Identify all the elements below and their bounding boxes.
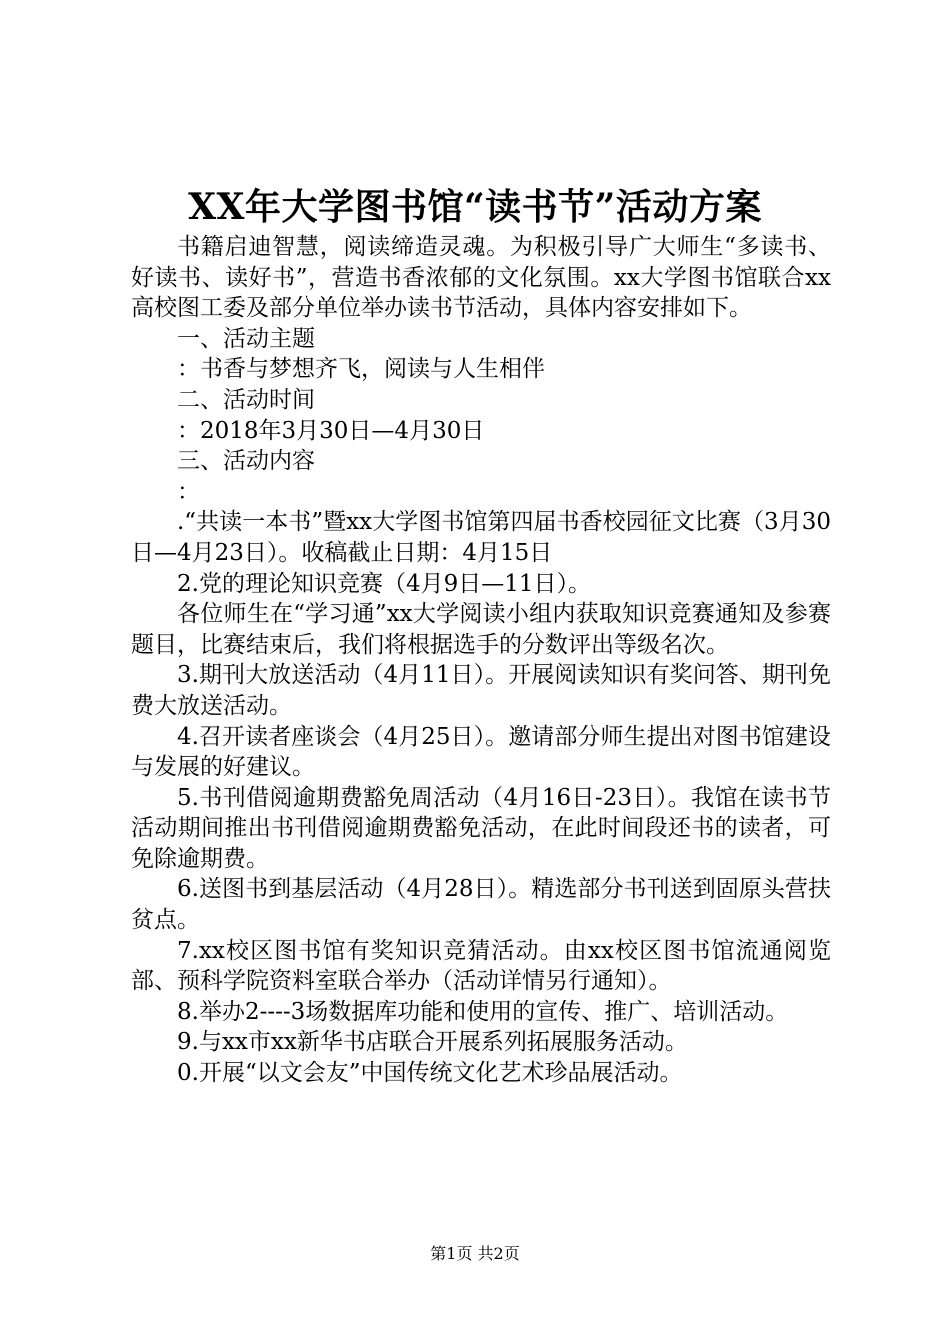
paragraph-colon: ： [177, 478, 200, 505]
paragraph-item-9: 9.与xx市xx新华书店联合开展系列拓展服务活动。 [177, 1029, 688, 1056]
paragraph-theme: ：书香与梦想齐飞，阅读与人生相伴 [177, 356, 545, 383]
paragraph-item-3: 3.期刊大放送活动（4月11日）。开展阅读知识有奖问答、期刊免费大放送活动。 [131, 662, 831, 719]
paragraph-item-7: 7.xx校区图书馆有奖知识竞猜活动。由xx校区图书馆流通阅览部、预科学院资料室联合举办（活动详情另行通知）。 [131, 937, 831, 995]
document-title: XX年大学图书馆“读书节”活动方案 [188, 186, 762, 228]
paragraph-item-5: 5.书刊借阅逾期费豁免周活动（4月16日-23日）。我馆在读书节活动期间推出书刊借阅逾期费豁免活动，在此时间段还书的读者，可免除逾期费。 [131, 784, 831, 872]
paragraph-time: ：2018年3月30日—4月30日 [177, 417, 485, 444]
paragraph-item-4: 4.召开读者座谈会（4月25日）。邀请部分师生提出对图书馆建设与发展的好建议。 [131, 723, 831, 781]
heading-time: 二、活动时间 [177, 386, 315, 413]
paragraph-item-8: 8.举办2----3场数据库功能和使用的宣传、推广、培训活动。 [177, 998, 789, 1025]
paragraph-item-2: 2.党的理论知识竞赛（4月9日—11日）。 [177, 570, 591, 597]
paragraph-item-2-detail: 各位师生在“学习通”xx大学阅读小组内获取知识竞赛通知及参赛题目，比赛结束后，我们将根据选手的分数评出等级名次。 [131, 601, 831, 658]
page-number: 第1页 共2页 [430, 1244, 520, 1263]
document-body [131, 232, 831, 1089]
paragraph-item-10: 0.开展“以文会友”中国传统文化艺术珍品展活动。 [177, 1060, 683, 1087]
paragraph-intro: 书籍启迪智慧，阅读缔造灵魂。为积极引导广大师生“多读书、好读书、读好书”，营造书香浓郁的文化氛围。xx大学图书馆联合xx高校图工委及部分单位举办读书节活动，具体内容安排如下。 [131, 234, 831, 322]
paragraph-item-1: .“共读一本书”暨xx大学图书馆第四届书香校园征文比赛（3月30日—4月23日）。收稿截止日期：4月15日 [131, 509, 831, 566]
heading-content: 三、活动内容 [177, 448, 315, 475]
paragraph-item-6: 6.送图书到基层活动（4月28日）。精选部分书刊送到固原头营扶贫点。 [131, 876, 831, 934]
heading-theme: 一、活动主题 [177, 325, 315, 352]
